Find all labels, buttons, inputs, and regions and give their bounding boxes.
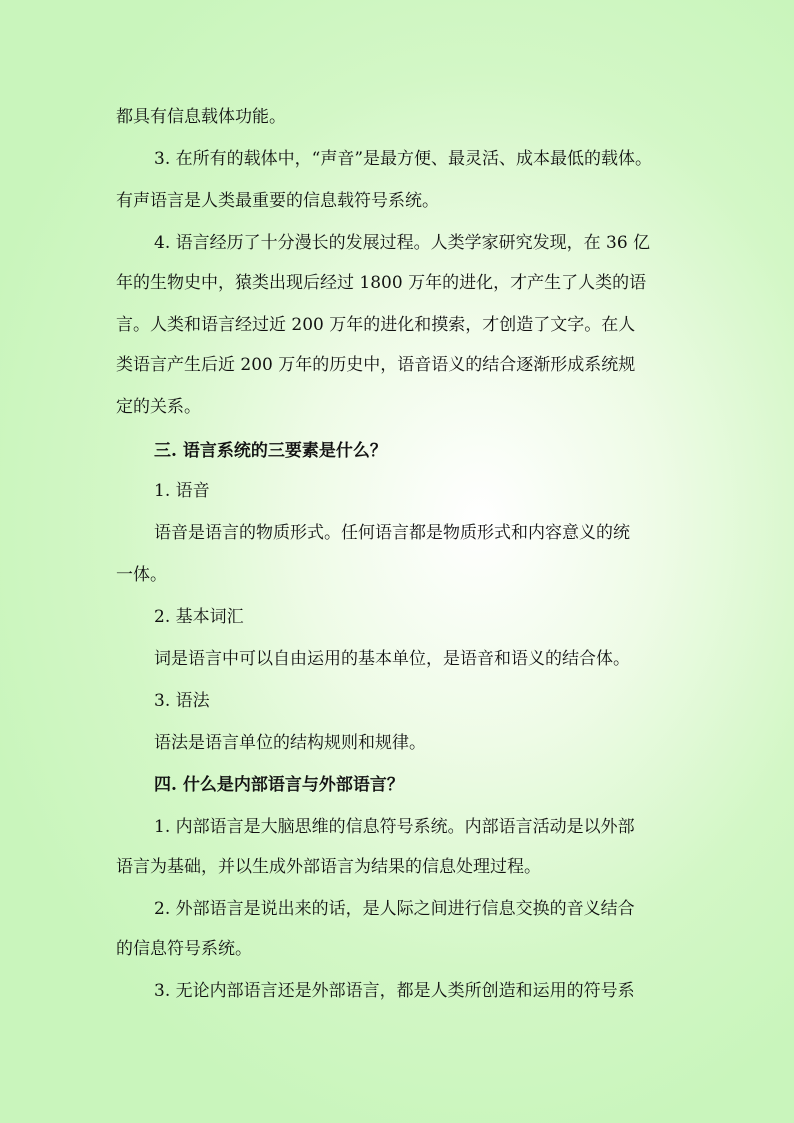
body-line: 2. 外部语言是说出来的话，是人际之间进行信息交换的音义结合 xyxy=(154,899,635,919)
body-line: 有声语言是人类最重要的信息载符号系统。 xyxy=(116,191,439,211)
section-heading: 四. 什么是内部语言与外部语言？ xyxy=(154,775,404,795)
body-line: 词是语言中可以自由运用的基本单位，是语音和语义的结合体。 xyxy=(154,649,630,669)
subheading: 3. 语法 xyxy=(154,691,210,711)
subheading: 2. 基本词汇 xyxy=(154,607,244,627)
body-line: 一体。 xyxy=(116,565,167,585)
body-line: 3. 无论内部语言还是外部语言，都是人类所创造和运用的符号系 xyxy=(154,981,635,1001)
body-line: 语言为基础，并以生成外部语言为结果的信息处理过程。 xyxy=(116,857,541,877)
body-line: 语音是语言的物质形式。任何语言都是物质形式和内容意义的统 xyxy=(154,523,630,543)
body-line: 言。人类和语言经过近 200 万年的进化和摸索，才创造了文字。在人 xyxy=(116,315,636,335)
body-line: 1. 内部语言是大脑思维的信息符号系统。内部语言活动是以外部 xyxy=(154,817,635,837)
body-line: 年的生物史中，猿类出现后经过 1800 万年的进化，才产生了人类的语 xyxy=(116,273,647,293)
body-line: 都具有信息载体功能。 xyxy=(116,107,286,127)
body-line: 4. 语言经历了十分漫长的发展过程。人类学家研究发现，在 36 亿 xyxy=(154,233,651,253)
subheading: 1. 语音 xyxy=(154,481,210,501)
body-line: 定的关系。 xyxy=(116,397,201,417)
section-heading: 三. 语言系统的三要素是什么？ xyxy=(154,441,387,461)
body-line: 语法是语言单位的结构规则和规律。 xyxy=(154,733,426,753)
body-line: 3. 在所有的载体中，“声音”是最方便、最灵活、成本最低的载体。 xyxy=(154,149,653,169)
body-line: 的信息符号系统。 xyxy=(116,939,252,959)
body-line: 类语言产生后近 200 万年的历史中，语音语义的结合逐渐形成系统规 xyxy=(116,355,636,375)
